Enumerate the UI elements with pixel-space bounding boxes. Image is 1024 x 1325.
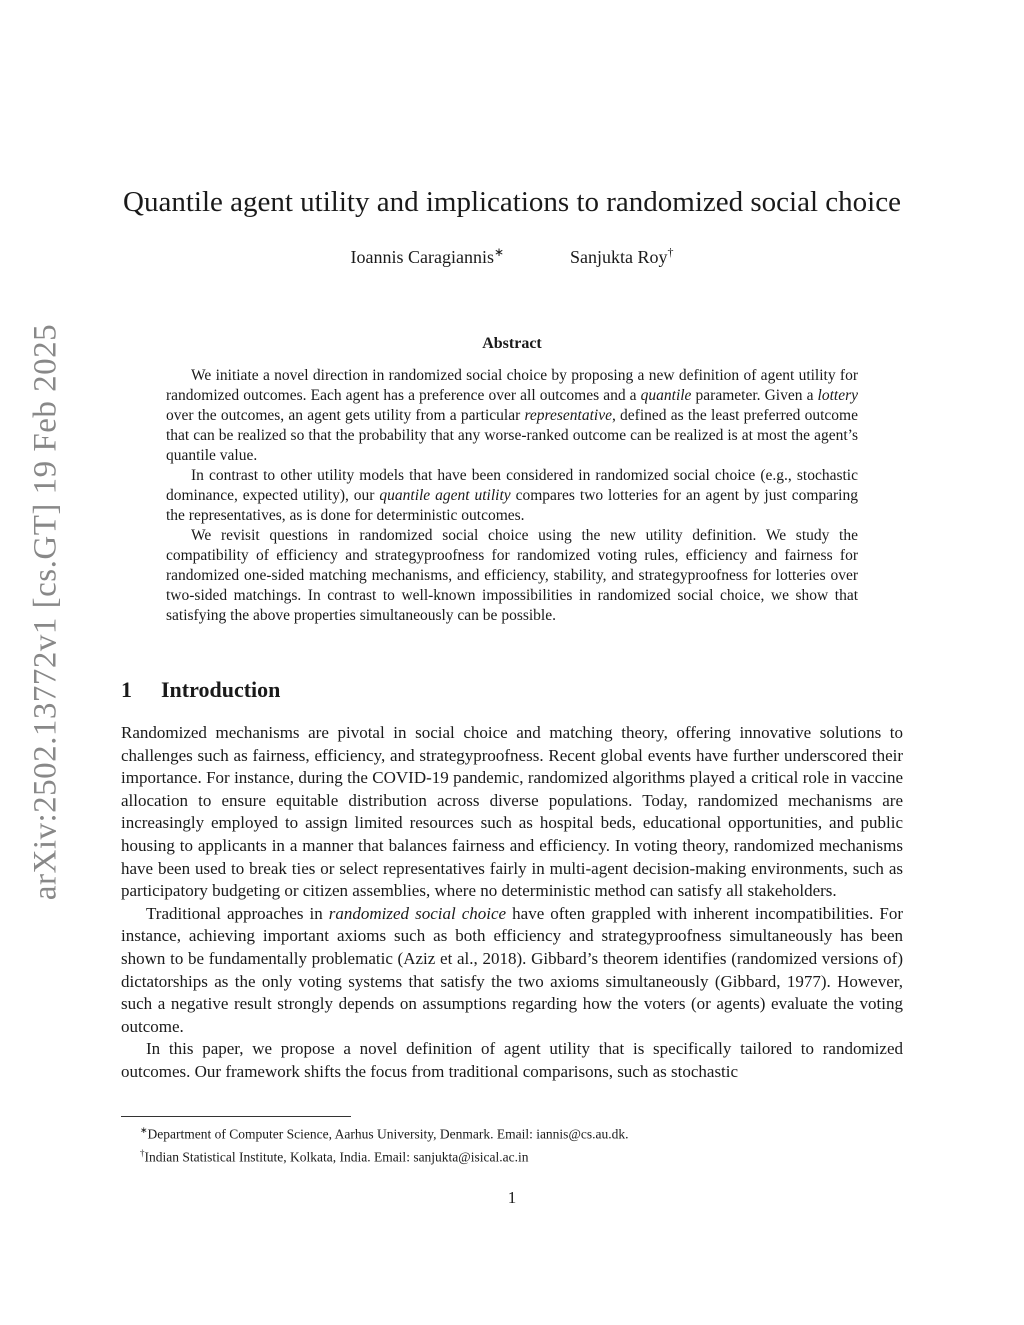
footnote: [140, 1144, 900, 1167]
text-span: , defined as the least preferred outcome that can be realized so that the probability that any worse-ranked outcome can be realized is at most the agent’s quantile value.: [166, 407, 858, 464]
section-number: 1: [121, 677, 132, 702]
footnote-mark: ∗: [140, 1125, 148, 1135]
text-span: parameter. Given a: [691, 387, 818, 404]
text-span: have often grappled with inherent incompatibilities. For instance, achieving important axioms such as both efficiency and strategyproofness simultaneously has been shown to be fundamentally problematic (Aziz et al., 2018). Gibbard’s theorem identifies (randomized versions of) dictatorships as the only voting systems that satisfy the two axioms simultaneously (Gibbard, 1977). However, such a negative result strongly depends on assumptions regarding how the voters (or agents) evaluate the voting outcome.: [121, 903, 903, 1036]
text-span: compares two lotteries for an agent by just comparing the representatives, as is done for deterministic outcomes.: [166, 487, 858, 524]
emphasis: representative: [524, 407, 612, 424]
footnote-mark: †: [140, 1147, 145, 1158]
text-span: We initiate a novel direction in randomized social choice by proposing a new definition of agent utility for randomized outcomes. Each agent has a preference over all outcomes and a: [166, 367, 858, 404]
emphasis: quantile agent utility: [379, 487, 511, 504]
author-mark: †: [667, 245, 674, 259]
abstract: [166, 366, 858, 626]
text-span: over the outcomes, an agent gets utility from a particular: [166, 407, 525, 424]
text-span: In contrast to other utility models that have been considered in randomized social choice (e.g., stochastic dominance, expected utility), our: [166, 467, 858, 504]
author-mark: ∗: [493, 245, 505, 259]
emphasis: lottery: [817, 387, 858, 404]
author: [570, 245, 674, 268]
arxiv-identifier: arXiv:2502.13772v1 [cs.GT] 19 Feb 2025: [27, 323, 64, 901]
author-name: Sanjukta Roy: [570, 247, 668, 267]
abstract-paragraph: [166, 366, 858, 466]
paper-title: Quantile agent utility and implications to randomized social choice: [123, 186, 901, 218]
section-title: Introduction: [161, 677, 281, 702]
body-paragraph: Randomized mechanisms are pivotal in social choice and matching theory, offering innovative solutions to challenges such as fairness, efficiency, and strategyproofness. Recent global events have further underscored their importance. For instance, during the COVID-19 pandemic, randomized algorithms played a critical role in vaccine allocation to ensure equitable distribution across diverse populations. Today, randomized mechanisms are increasingly employed to assign limited resources such as hospital beds, educational opportunities, and public housing to applicants in a manner that balances fairness and efficiency. In voting theory, randomized mechanisms have been used to break ties or select representatives fairly in multi-agent decision-making environments, such as participatory budgeting or citizen assemblies, where no deterministic method can satisfy all stakeholders.: [121, 723, 903, 901]
emphasis: randomized social choice: [328, 903, 507, 923]
body-paragraph: [121, 903, 903, 1039]
footnote-text: Indian Statistical Institute, Kolkata, India. Email: sanjukta@isical.ac.in: [144, 1149, 529, 1164]
author-name: Ioannis Caragiannis: [350, 247, 494, 267]
footnotes: [140, 1121, 900, 1166]
author-list: [100, 245, 924, 268]
footnote-divider: [121, 1116, 351, 1117]
text-span: Traditional approaches in: [146, 903, 329, 923]
body-text: [121, 722, 903, 1084]
abstract-paragraph: We revisit questions in randomized social choice using the new utility definition. We study the compatibility of efficiency and strategyproofness for randomized voting rules, efficiency and fairness for randomized one-sided matching mechanisms, and efficiency, stability, and strategyproofness for lotteries over two-sided matchings. In contrast to well-known impossibilities in randomized social choice, we show that satisfying the above properties simultaneously can be possible.: [166, 527, 858, 624]
author: [350, 245, 504, 268]
footnote-text: Department of Computer Science, Aarhus University, Denmark. Email: iannis@cs.au.dk.: [147, 1126, 629, 1142]
section-heading: [121, 677, 280, 703]
page-number: 1: [507, 1188, 517, 1207]
abstract-heading: Abstract: [482, 335, 542, 352]
body-paragraph: In this paper, we propose a novel definition of agent utility that is specifically tailored to randomized outcomes. Our framework shifts the focus from traditional comparisons, such as stochastic: [121, 1039, 903, 1081]
abstract-paragraph: [166, 466, 858, 526]
footnote: [140, 1121, 900, 1144]
emphasis: quantile: [640, 387, 692, 404]
